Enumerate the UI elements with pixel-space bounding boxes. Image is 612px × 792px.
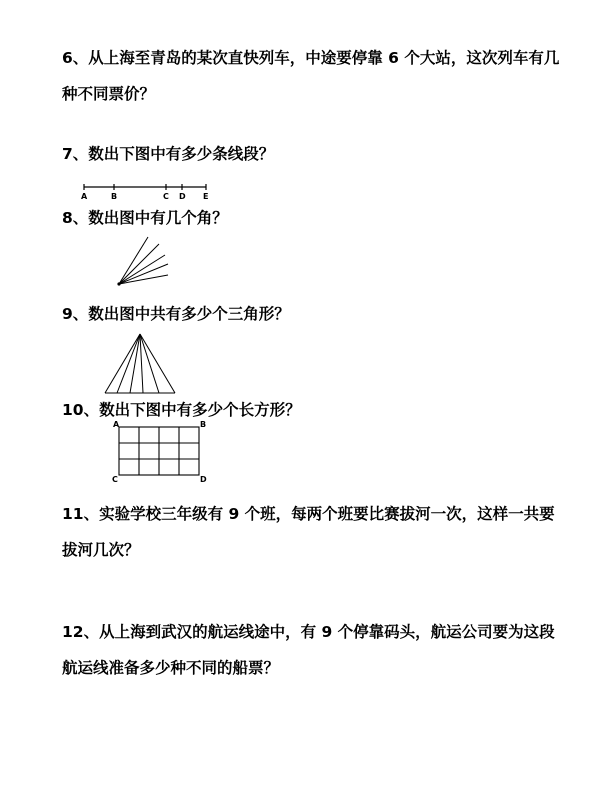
question-9: 9、数出图中共有多少个三角形？ <box>62 305 290 323</box>
point-label-c: C <box>163 192 169 201</box>
question-10: 10、数出下图中有多少个长方形？ <box>62 401 301 419</box>
point-label-e: E <box>203 192 209 201</box>
point-label-b: B <box>111 192 118 201</box>
ray-1 <box>119 237 148 284</box>
question-11: 11、实验学校三年级有 9 个班，每两个班要比赛拔河一次，这样一共要拔河几次？ <box>62 505 555 559</box>
corner-label-c: C <box>112 475 118 484</box>
corner-label-a: A <box>113 420 120 429</box>
question-8: 8、数出图中有几个角？ <box>62 209 228 227</box>
question-7: 7、数出下图中有多少条线段？ <box>62 145 275 163</box>
point-label-d: D <box>179 192 186 201</box>
corner-label-d: D <box>200 475 207 484</box>
triangle-figure <box>103 332 177 396</box>
inner-line-1 <box>117 334 140 393</box>
vertex-dot <box>117 282 120 285</box>
ray-4 <box>119 264 168 284</box>
corner-label-b: B <box>200 420 207 429</box>
triangle-right-side <box>140 334 175 393</box>
question-12: 12、从上海到武汉的航运线途中，有 9 个停靠码头，航运公司要为这段航运线准备多少种不同的船票？ <box>62 623 555 677</box>
point-label-a: A <box>81 192 88 201</box>
question-6: 6、从上海至青岛的某次直快列车，中途要停靠 6 个大站，这次列车有几种不同票价？ <box>62 49 560 103</box>
rectangle-grid-figure <box>110 420 210 484</box>
angle-rays-figure <box>112 236 172 288</box>
